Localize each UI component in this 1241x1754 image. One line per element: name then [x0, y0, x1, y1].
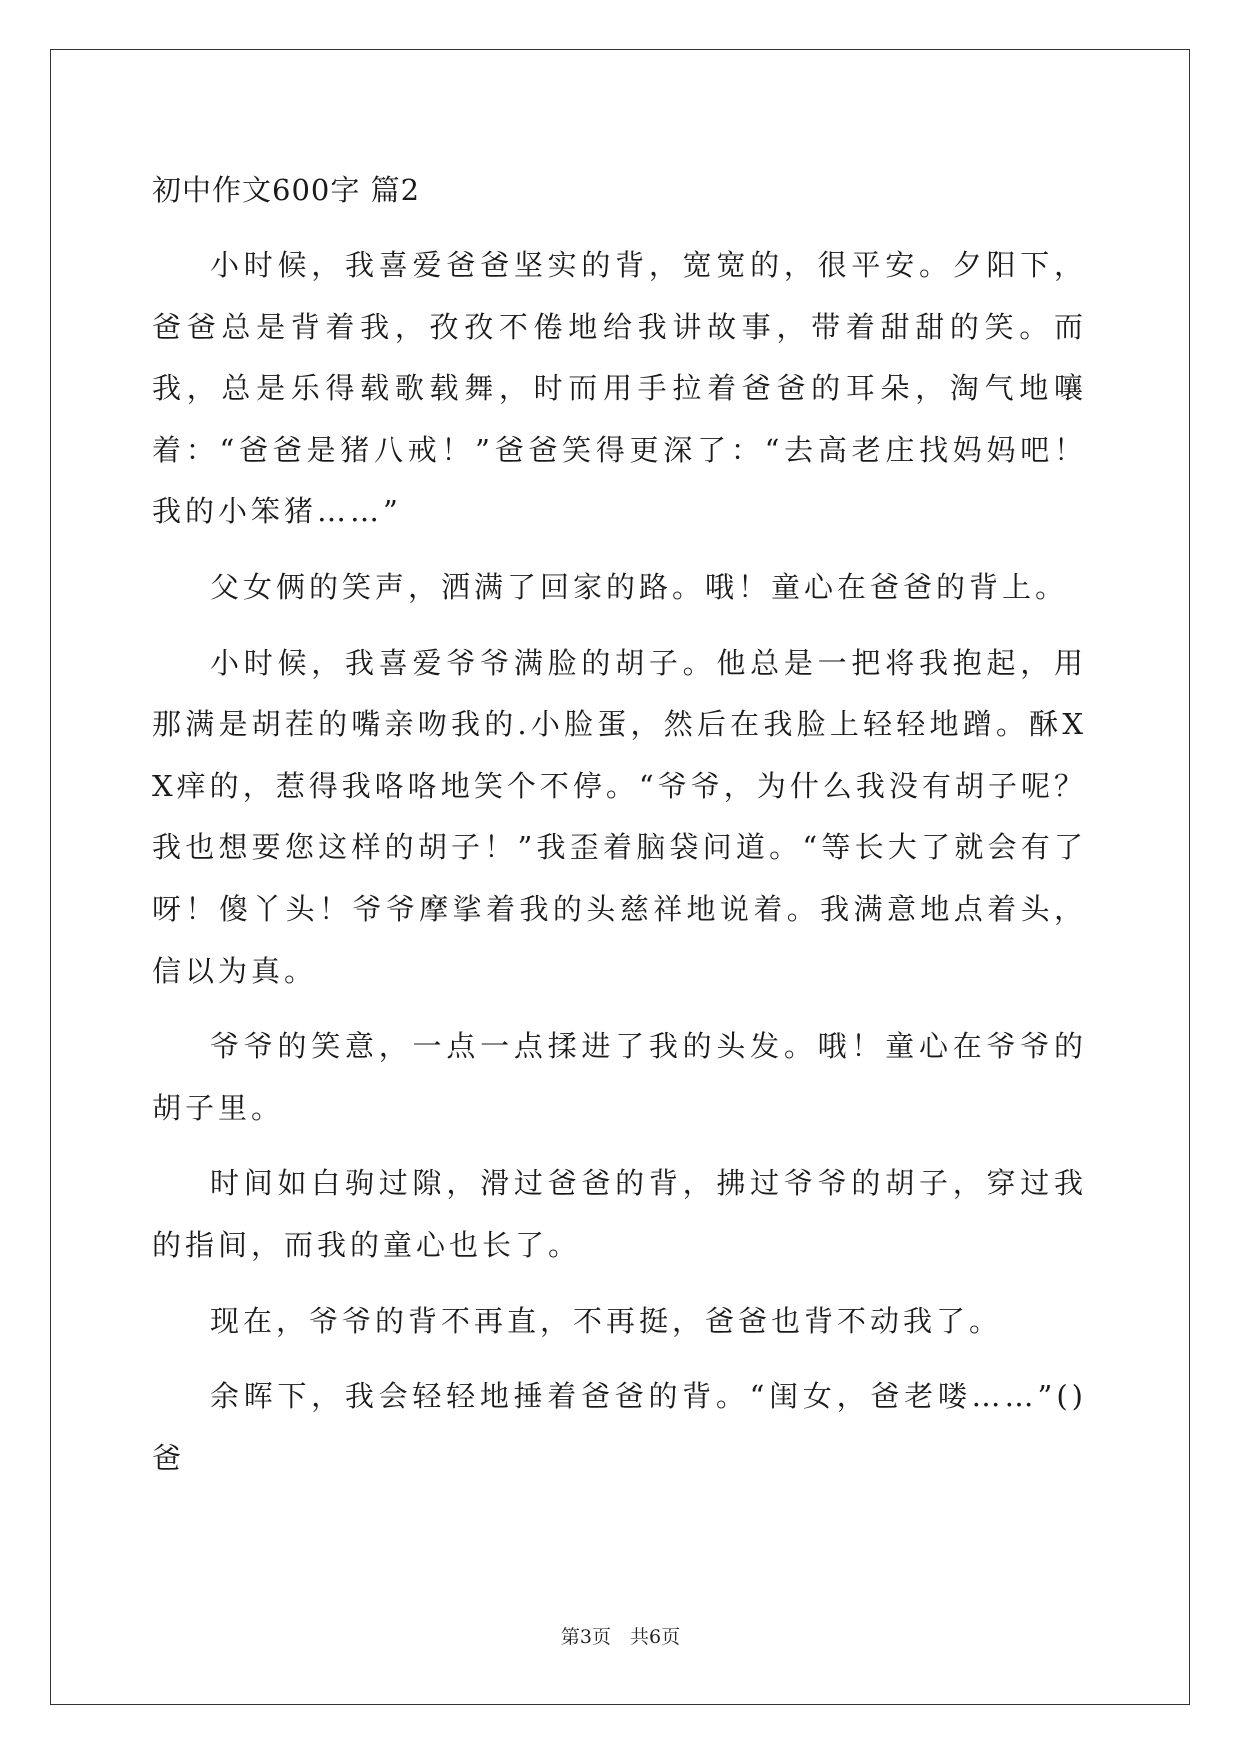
document-body: [152, 160, 1087, 1503]
essay-heading: 初中作文600字 篇2: [152, 173, 421, 207]
paragraph: 小时候，我喜爱爸爸坚实的背，宽宽的，很平安。夕阳下，爸爸总是背着我，孜孜不倦地给我讲故事，带着甜甜的笑。而我，总是乐得载歌载舞，时而用手拉着爸爸的耳朵，淘气地嚷着：“爸爸是猪八戒！”爸爸笑得更深了：“去高老庄找妈妈吧！我的小笨猪……”: [152, 248, 1087, 529]
paragraph: 现在，爷爷的背不再直，不再挺，爸爸也背不动我了。: [210, 1303, 1003, 1338]
paragraph: 余晖下，我会轻轻地捶着爸爸的背。“闺女，爸老喽……”()爸: [152, 1379, 1087, 1475]
page-number-footer: 第3页 共6页: [560, 1626, 681, 1648]
paragraph: 爷爷的笑意，一点一点揉进了我的头发。哦！童心在爷爷的胡子里。: [152, 1029, 1087, 1125]
paragraph: 时间如白驹过隙，滑过爸爸的背，拂过爷爷的胡子，穿过我的指间，而我的童心也长了。: [152, 1166, 1087, 1262]
paragraph: 父女俩的笑声，洒满了回家的路。哦！童心在爸爸的背上。: [210, 569, 1069, 604]
paragraph: 小时候，我喜爱爷爷满脸的胡子。他总是一把将我抱起，用那满是胡茬的嘴亲吻我的.小脸蛋，然后在我脸上轻轻地蹭。酥XX痒的，惹得我咯咯地笑个不停。“爷爷，为什么我没有胡子呢？我也想要您这样的胡子！”我歪着脑袋问道。“等长大了就会有了呀！傻丫头！爷爷摩挲着我的头慈祥地说着。我满意地点着头，信以为真。: [152, 645, 1087, 988]
